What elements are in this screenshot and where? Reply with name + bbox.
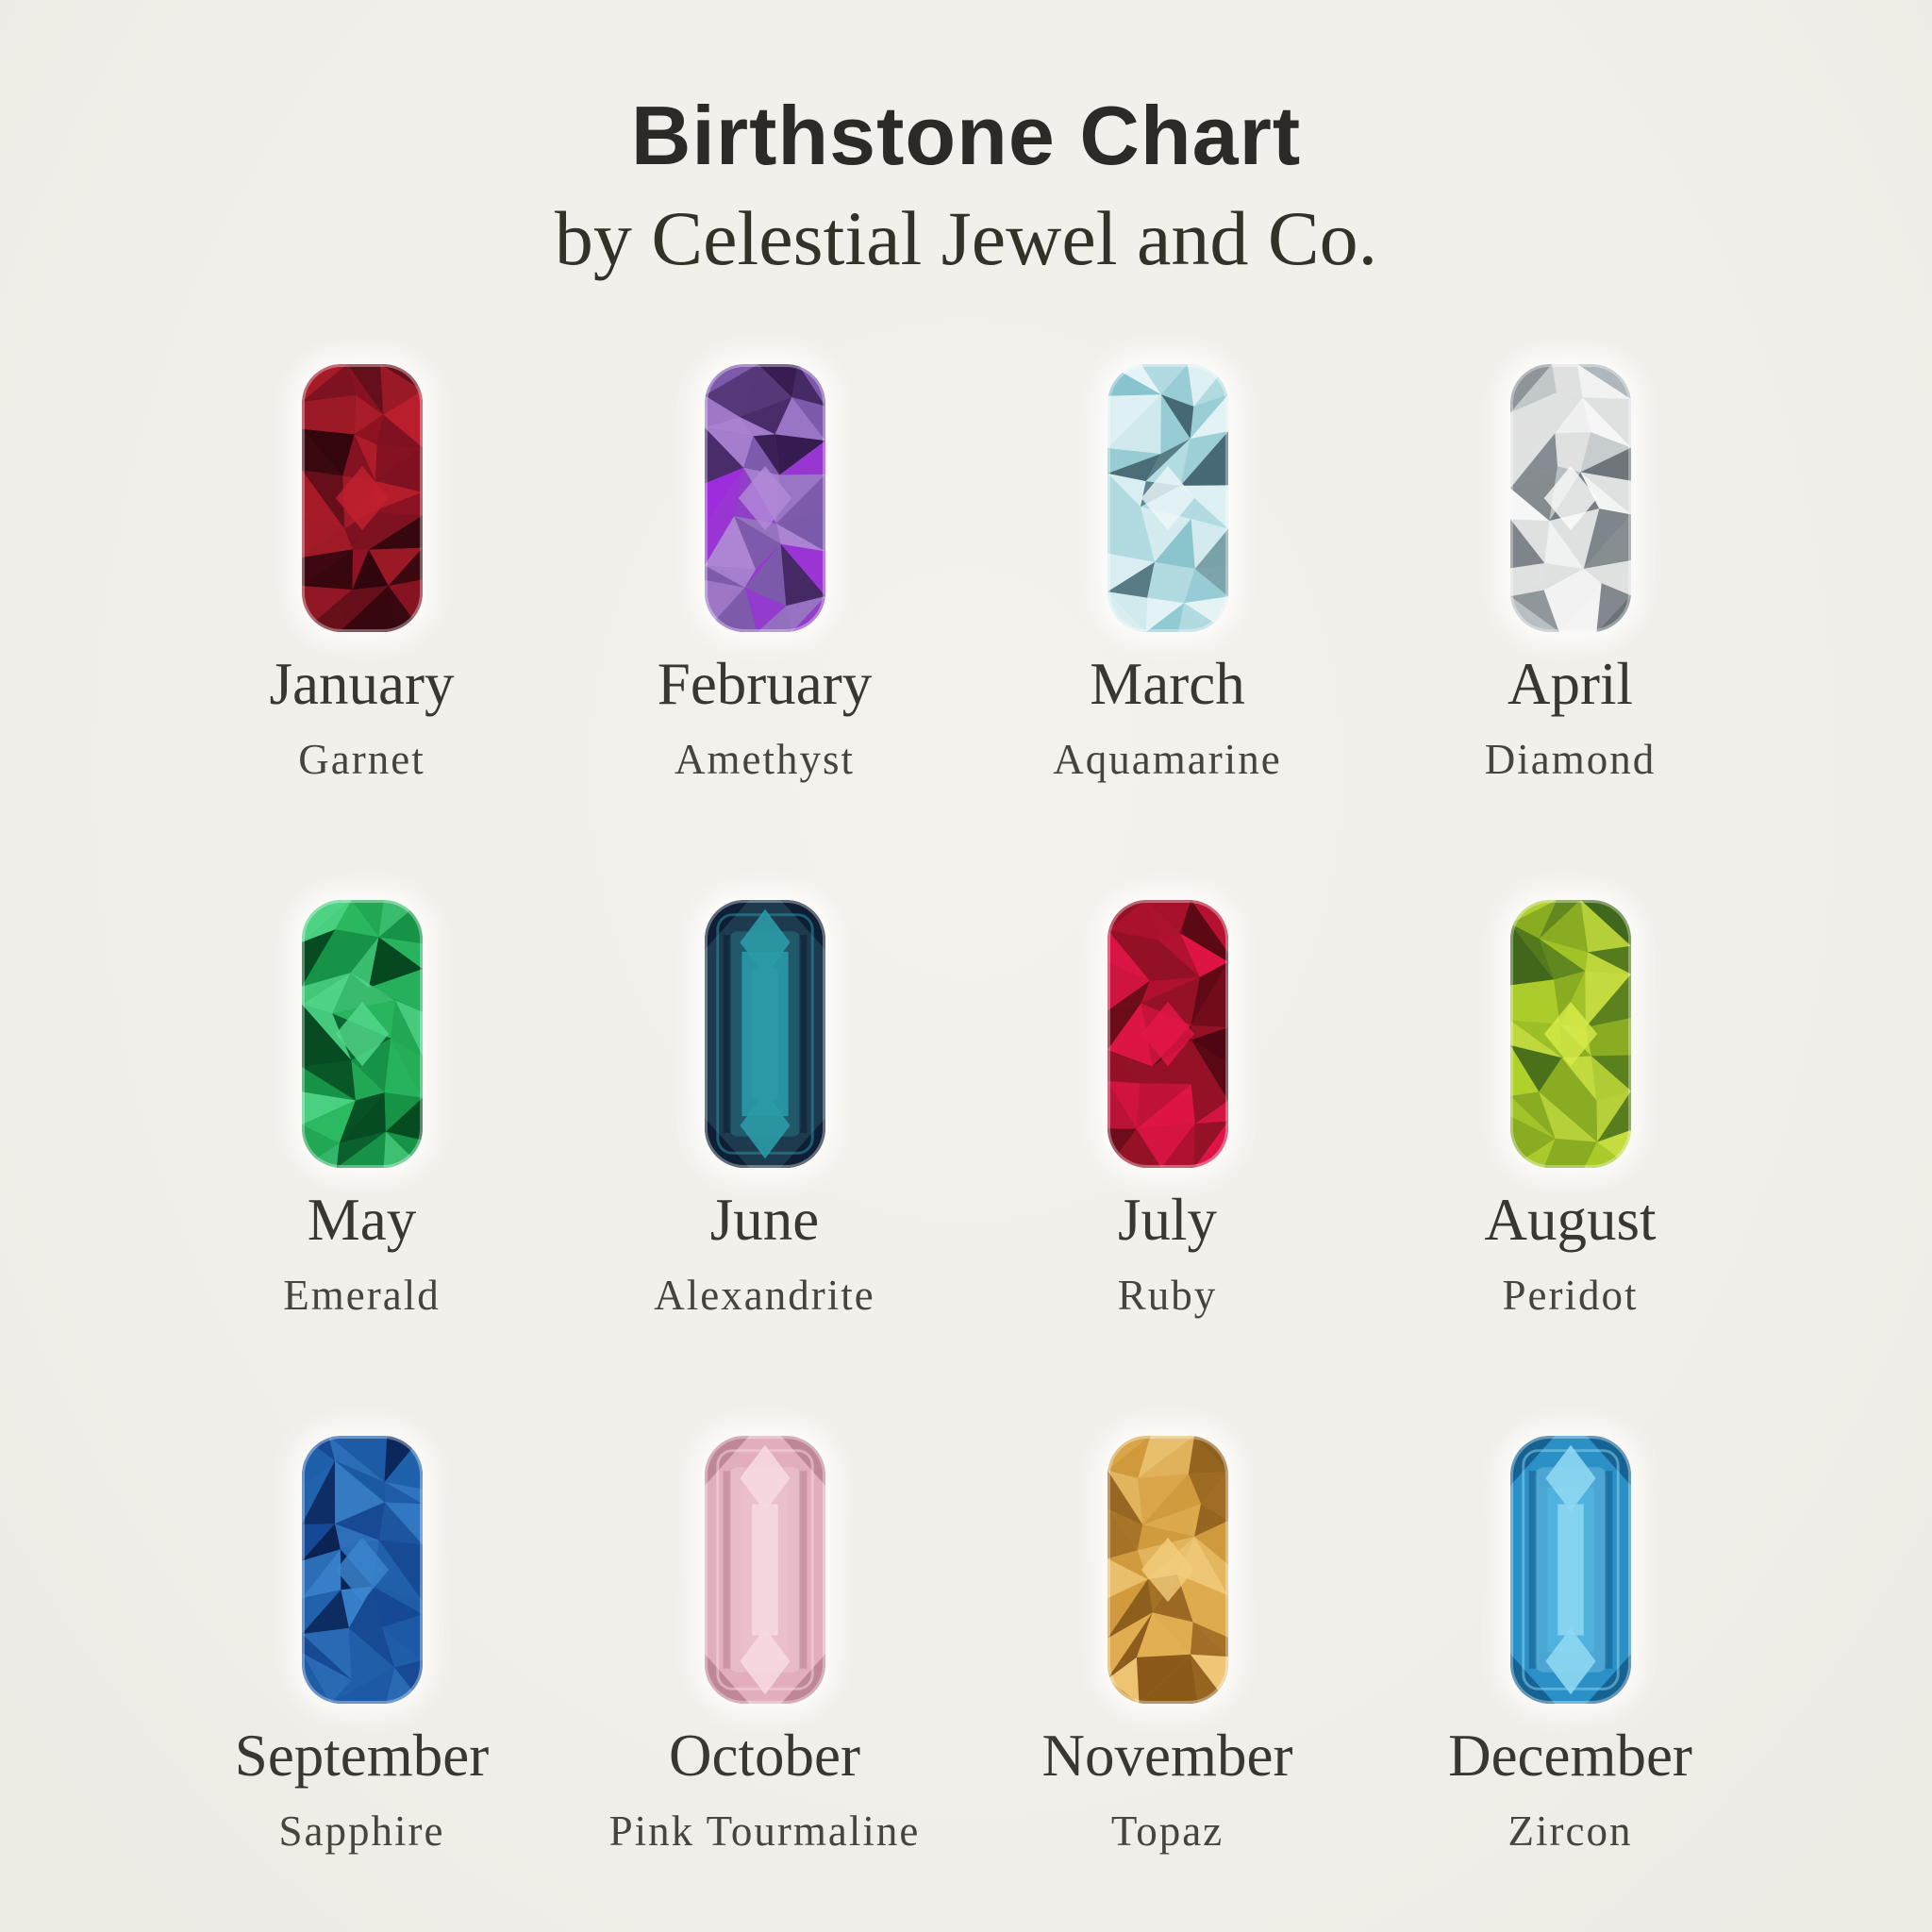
gem-image-emerald bbox=[302, 900, 423, 1168]
birthstone-caption bbox=[1042, 1704, 1293, 1853]
birthstone-grid bbox=[0, 364, 1932, 1853]
birthstone-item-march bbox=[966, 364, 1369, 781]
birthstone-caption bbox=[1485, 632, 1656, 781]
birthstone-caption bbox=[235, 1704, 489, 1853]
month-label: June bbox=[709, 1187, 820, 1253]
gem-image-topaz bbox=[1108, 1436, 1228, 1704]
month-label: September bbox=[234, 1723, 490, 1789]
birthstone-item-january bbox=[160, 364, 563, 781]
birthstone-item-november bbox=[966, 1436, 1369, 1853]
month-label: May bbox=[307, 1187, 417, 1253]
stone-label: Garnet bbox=[298, 736, 425, 783]
birthstone-item-july bbox=[966, 900, 1369, 1317]
stone-label: Pink Tourmaline bbox=[608, 1807, 921, 1855]
birthstone-item-december bbox=[1369, 1436, 1772, 1853]
birthstone-caption bbox=[654, 1168, 874, 1317]
birthstone-caption bbox=[1118, 1168, 1218, 1317]
birthstone-caption bbox=[283, 1168, 440, 1317]
header bbox=[0, 0, 1932, 281]
birthstone-caption bbox=[1053, 632, 1281, 781]
birthstone-caption bbox=[658, 632, 872, 781]
gem-image-alexandrite bbox=[705, 900, 825, 1168]
gem-image-ruby bbox=[1108, 900, 1228, 1168]
stone-label: Diamond bbox=[1484, 736, 1657, 783]
birthstone-item-october bbox=[563, 1436, 966, 1853]
stone-label: Alexandrite bbox=[654, 1272, 875, 1319]
birthstone-item-june bbox=[563, 900, 966, 1317]
month-label: March bbox=[1090, 651, 1245, 717]
birthstone-caption bbox=[270, 632, 455, 781]
gem-image-aquamarine bbox=[1108, 364, 1228, 632]
page-subtitle: by Celestial Jewel and Co. bbox=[554, 195, 1378, 281]
gem-image-pink-tourmaline bbox=[705, 1436, 825, 1704]
birthstone-item-september bbox=[160, 1436, 563, 1853]
birthstone-caption bbox=[609, 1704, 921, 1853]
gem-image-sapphire bbox=[302, 1436, 423, 1704]
month-label: February bbox=[657, 651, 873, 717]
month-label: July bbox=[1117, 1187, 1217, 1253]
gem-image-zircon bbox=[1510, 1436, 1631, 1704]
birthstone-item-may bbox=[160, 900, 563, 1317]
month-label: December bbox=[1448, 1723, 1692, 1789]
birthstone-caption bbox=[1448, 1704, 1692, 1853]
birthstone-item-april bbox=[1369, 364, 1772, 781]
stone-label: Emerald bbox=[283, 1272, 441, 1319]
page-title: Birthstone Chart bbox=[630, 89, 1302, 182]
stone-label: Peridot bbox=[1502, 1272, 1639, 1319]
stone-label: Zircon bbox=[1507, 1807, 1633, 1855]
gem-image-diamond bbox=[1510, 364, 1631, 632]
gem-image-amethyst bbox=[705, 364, 825, 632]
month-label: November bbox=[1041, 1723, 1293, 1789]
month-label: January bbox=[269, 651, 455, 717]
gem-image-garnet bbox=[302, 364, 423, 632]
month-label: August bbox=[1484, 1187, 1657, 1253]
stone-label: Sapphire bbox=[278, 1807, 445, 1855]
stone-label: Topaz bbox=[1110, 1807, 1224, 1855]
stone-label: Aquamarine bbox=[1053, 736, 1282, 783]
birthstone-item-august bbox=[1369, 900, 1772, 1317]
birthstone-caption bbox=[1484, 1168, 1656, 1317]
birthstone-item-february bbox=[563, 364, 966, 781]
month-label: October bbox=[669, 1723, 860, 1789]
month-label: April bbox=[1507, 651, 1633, 717]
stone-label: Ruby bbox=[1117, 1272, 1218, 1319]
stone-label: Amethyst bbox=[674, 736, 855, 783]
gem-image-peridot bbox=[1510, 900, 1631, 1168]
